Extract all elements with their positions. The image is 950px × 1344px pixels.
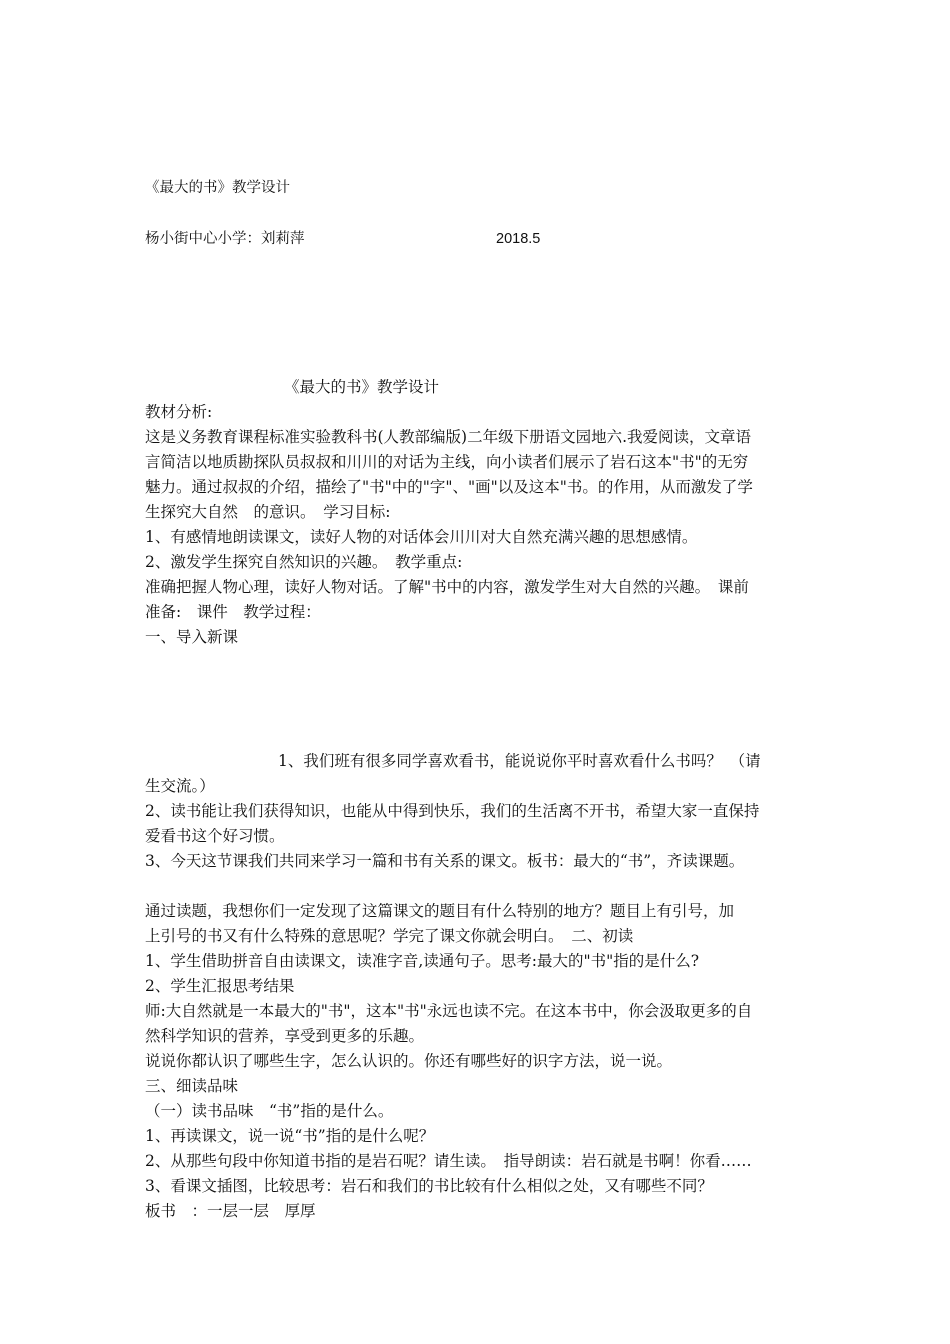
- paragraph-line: 1、我们班有很多同学喜欢看书，能说说你平时喜欢看什么书吗？ （请: [278, 752, 761, 770]
- paragraph-line: 言简洁以地质勘探队员叔叔和川川的对话为主线，向小读者们展示了岩石这本"书"的无穷: [145, 453, 749, 471]
- paragraph-line: 2、学生汇报思考结果: [145, 977, 295, 995]
- paragraph-line: 爱看书这个好习惯。: [145, 827, 285, 845]
- paragraph-line: （一）读书品味 “书”指的是什么。: [145, 1102, 394, 1120]
- paragraph-line: 3、看课文插图，比较思考：岩石和我们的书比较有什么相似之处，又有哪些不同？: [145, 1177, 713, 1195]
- paragraph-line: 教材分析:: [145, 403, 213, 421]
- paragraph-line: 师:大自然就是一本最大的"书"，这本"书"永远也读不完。在这本书中，你会汲取更多的自: [145, 1002, 753, 1020]
- paragraph-line: 这是义务教育课程标准实验教科书(人教部编版)二年级下册语文园地六.我爱阅读，文章语: [145, 428, 752, 446]
- paragraph-line: 生交流。）: [145, 777, 215, 795]
- paragraph-line: 2、读书能让我们获得知识，也能从中得到快乐，我们的生活离不开书，希望大家一直保持: [145, 802, 760, 820]
- section-title: 《最大的书》教学设计: [284, 378, 440, 396]
- paragraph-line: 3、今天这节课我们共同来学习一篇和书有关系的课文。板书：最大的“书”，齐读课题。: [145, 852, 745, 870]
- paragraph-line: 上引号的书又有什么特殊的意思呢？学完了课文你就会明白。 二、初读: [145, 927, 634, 945]
- section-heading: 一、导入新课: [145, 628, 239, 646]
- paragraph-line: 说说你都认识了哪些生字，怎么认识的。你还有哪些好的识字方法，说一说。: [145, 1052, 673, 1070]
- section-heading: 三、细读品味: [145, 1077, 239, 1095]
- paragraph-line: 2、激发学生探究自然知识的兴趣。 教学重点:: [145, 553, 463, 571]
- paragraph-line: 准备: 课件 教学过程：: [145, 603, 321, 621]
- paragraph-line: 1、再读课文，说一说“书”指的是什么呢？: [145, 1127, 435, 1145]
- paragraph-line: 通过读题，我想你们一定发现了这篇课文的题目有什么特别的地方？题目上有引号，加: [145, 902, 735, 920]
- paragraph-line: 准确把握人物心理，读好人物对话。了解"书中的内容，激发学生对大自然的兴趣。 课前: [145, 578, 749, 596]
- paragraph-line: 魅力。通过叔叔的介绍，描绘了"书"中的"字"、"画"以及这本"书。的作用，从而激发了学: [145, 478, 753, 496]
- paragraph-line: 1、学生借助拼音自由读课文，读准字音,读通句子。思考:最大的"书"指的是什么?: [145, 952, 700, 970]
- document-date: 2018.5: [496, 231, 541, 247]
- paragraph-line: 生探究大自然 的意识。 学习目标:: [145, 503, 391, 521]
- school-author: 杨小街中心小学：刘莉萍: [145, 231, 305, 247]
- paragraph-line: 1、有感情地朗读课文，读好人物的对话体会川川对大自然充满兴趣的思想感情。: [145, 528, 698, 546]
- document-title: 《最大的书》教学设计: [145, 180, 290, 196]
- paragraph-line: 然科学知识的营养，享受到更多的乐趣。: [145, 1027, 425, 1045]
- paragraph-line: 2、从那些句段中你知道书指的是岩石呢？请生读。 指导朗读：岩石就是书啊！你看……: [145, 1152, 752, 1170]
- paragraph-line: 板书 ：一层一层 厚厚: [145, 1202, 316, 1220]
